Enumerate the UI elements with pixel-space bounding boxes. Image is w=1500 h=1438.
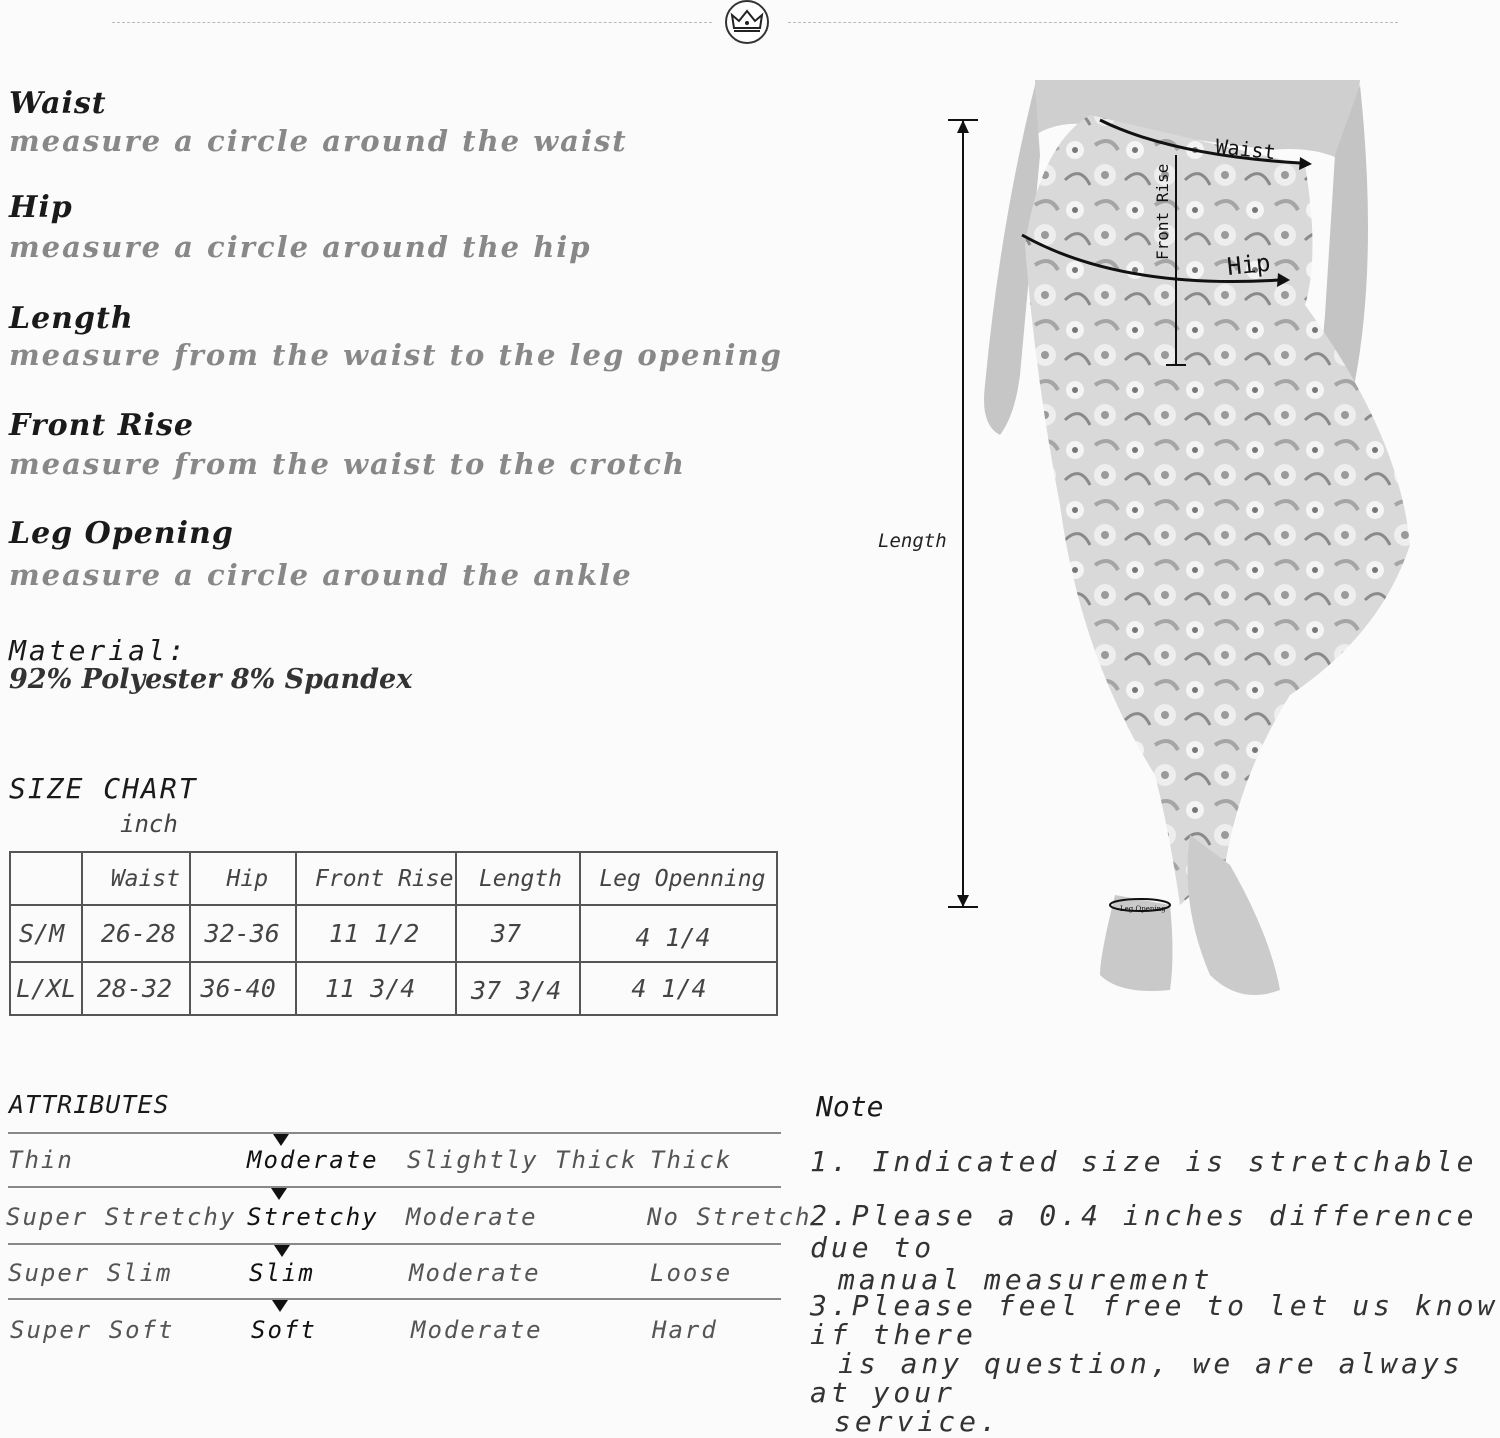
measure-desc-waist: measure a circle around the waist: [9, 124, 628, 158]
attribute-option: Loose: [650, 1259, 733, 1287]
note-line: service.: [834, 1405, 1001, 1438]
hip-label: Hip: [1225, 248, 1272, 281]
attribute-divider: [8, 1186, 781, 1188]
attribute-divider: [8, 1243, 781, 1245]
note-line: manual measurement: [838, 1263, 1214, 1296]
note-number: 3.: [810, 1289, 852, 1322]
crown-icon: [723, 0, 771, 44]
attribute-divider: [8, 1298, 781, 1300]
measure-desc-length: measure from the waist to the leg opening: [9, 338, 783, 372]
length-label: Length: [878, 530, 947, 552]
size-cell: 37: [456, 905, 580, 962]
header-rule-right: [788, 22, 1398, 23]
size-chart-header-cell: [10, 852, 82, 905]
attribute-option: Hard: [652, 1316, 718, 1344]
attribute-option: Super Soft: [10, 1316, 175, 1344]
size-chart-header-cell: Front Rise: [296, 852, 456, 905]
attribute-option: Thick: [650, 1146, 733, 1174]
front-rise-label: Front Rise: [1153, 163, 1172, 260]
attribute-option: Moderate: [409, 1259, 541, 1287]
attribute-option-selected: Moderate: [247, 1146, 379, 1174]
attribute-option: Moderate: [411, 1316, 543, 1344]
note-item-2: [810, 1200, 1500, 1296]
note-number: 1.: [810, 1145, 852, 1178]
note-item-3: [810, 1291, 1500, 1436]
attribute-option-selected: Stretchy: [247, 1203, 379, 1231]
selected-marker-icon: [274, 1245, 290, 1257]
size-chart-header-row: [10, 852, 777, 905]
attribute-option: Thin: [8, 1146, 74, 1174]
attributes-title: ATTRIBUTES: [9, 1090, 170, 1119]
measure-desc-front-rise: measure from the waist to the crotch: [9, 447, 686, 481]
size-cell: 37 3/4: [456, 962, 580, 1015]
table-row: [10, 905, 777, 962]
measure-title-front-rise: Front Rise: [9, 408, 195, 443]
size-cell: 11 1/2: [296, 905, 456, 962]
material-label: Material:: [9, 634, 188, 667]
measure-title-waist: Waist: [9, 86, 107, 121]
selected-marker-icon: [271, 1188, 287, 1200]
attribute-option-selected: Slim: [249, 1259, 315, 1287]
size-cell: 36-40: [190, 962, 296, 1015]
measure-desc-leg-opening: measure a circle around the ankle: [9, 558, 633, 592]
attribute-option-selected: Soft: [251, 1316, 317, 1344]
note-line: Please a 0.4 inches difference due to: [810, 1199, 1478, 1264]
attribute-divider: [8, 1132, 781, 1134]
note-line: Indicated size is stretchable: [872, 1145, 1478, 1178]
material-value: 92% Polyester 8% Spandex: [9, 664, 413, 695]
selected-marker-icon: [273, 1134, 289, 1146]
attribute-option: Super Stretchy: [6, 1203, 237, 1231]
attribute-option: Slightly Thick: [407, 1146, 638, 1174]
size-chart-table: [9, 851, 778, 1016]
note-line: is any question, we are always at your: [810, 1347, 1464, 1409]
size-cell: L/XL: [10, 962, 82, 1015]
measure-desc-hip: measure a circle around the hip: [9, 230, 592, 264]
table-row: [10, 962, 777, 1015]
size-cell: 4 1/4: [580, 905, 777, 962]
attribute-option: Moderate: [406, 1203, 538, 1231]
size-chart-header-cell: Waist: [82, 852, 190, 905]
note-title: Note: [816, 1090, 884, 1123]
measure-title-length: Length: [9, 301, 134, 336]
size-chart-header-cell: Hip: [190, 852, 296, 905]
leg-opening-label: Leg Opening: [1120, 905, 1166, 913]
note-number: 2.: [810, 1199, 852, 1232]
size-chart-header-cell: Length: [456, 852, 580, 905]
note-item-1: [810, 1146, 1477, 1178]
size-chart-header-cell: Leg Openning: [580, 852, 777, 905]
measure-title-hip: Hip: [9, 190, 73, 225]
size-chart-title: SIZE CHART: [9, 772, 198, 805]
note-line: Please feel free to let us know if there: [810, 1289, 1499, 1351]
attribute-option: No Stretch: [647, 1203, 812, 1231]
header-rule-left: [112, 22, 712, 23]
waist-label: Waist: [1214, 134, 1277, 165]
attribute-option: Super Slim: [8, 1259, 173, 1287]
size-chart-unit: inch: [120, 810, 178, 838]
selected-marker-icon: [272, 1300, 288, 1312]
size-cell: 11 3/4: [296, 962, 456, 1015]
measure-title-leg-opening: Leg Opening: [9, 516, 234, 551]
size-cell: 32-36: [190, 905, 296, 962]
right-foot-shape: [1188, 835, 1281, 995]
size-cell: 4 1/4: [580, 962, 777, 1015]
size-cell: 26-28: [82, 905, 190, 962]
size-cell: 28-32: [82, 962, 190, 1015]
size-cell: S/M: [10, 905, 82, 962]
leggings-model-illustration: [940, 75, 1460, 1015]
